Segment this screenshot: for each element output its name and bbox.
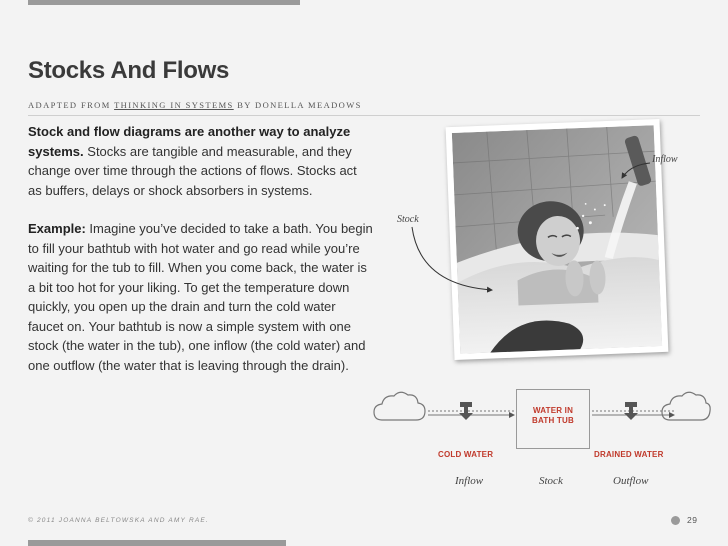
page-dot-icon (671, 516, 680, 525)
example-rest: Imagine you’ve decided to take a bath. You begin to fill your bathtub with hot water and go read while you’re waiting for the tub to fill. When you come back, the water is a bit too hot for your liking. To get the temperature down quickly, you open up the drain and turn the cold water faucet on. Your bathtub is now a simple system with one stock (the water in the tub), one inflow (the cold water) and one outflow (the water that is leaving through the drain). (28, 221, 373, 373)
intro-paragraph (28, 122, 373, 200)
intro-bold: Stock and flow diagrams are another way to analyze systems. (28, 124, 351, 159)
diagram-stock-label: Stock (539, 475, 563, 487)
stock-line1: WATER IN (532, 406, 574, 415)
photo-inflow-label: Inflow (652, 154, 678, 165)
example-bold: Example: (28, 221, 86, 236)
subtitle-suffix: BY DONELLA MEADOWS (233, 100, 362, 110)
page-number: 29 (687, 515, 698, 525)
outflow-valve-icon (624, 402, 638, 420)
outflow-caption: DRAINED WATER (594, 450, 664, 459)
top-rule (28, 0, 300, 5)
stock-box (516, 389, 590, 449)
inflow-caption: COLD WATER (438, 450, 494, 459)
stock-line2: BATH TUB (532, 416, 574, 425)
book-title-link[interactable]: THINKING IN SYSTEMS (114, 100, 234, 110)
body-text (28, 122, 373, 394)
intro-rest: Stocks are tangible and measurable, and they change over time through the actions of flows. Stocks act as buffers, delays or shock absorbers in systems. (28, 143, 357, 198)
diagram-inflow-label: Inflow (455, 475, 484, 487)
page-title: Stocks And Flows (28, 57, 230, 84)
bathtub-photo (446, 119, 669, 360)
bathtub-photo-image (452, 125, 662, 354)
diagram-outflow-label: Outflow (613, 475, 649, 487)
photo-stock-label: Stock (397, 214, 419, 225)
bottom-rule (28, 540, 286, 546)
header-divider (28, 115, 700, 116)
copyright-footer: © 2011 JOANNA BELTOWSKA AND AMY RAE. (28, 517, 209, 524)
source-cloud-icon (374, 392, 425, 420)
subtitle-prefix: ADAPTED FROM (28, 100, 115, 110)
sink-cloud-icon (662, 392, 710, 420)
example-paragraph (28, 219, 373, 375)
page-subtitle (28, 100, 362, 110)
